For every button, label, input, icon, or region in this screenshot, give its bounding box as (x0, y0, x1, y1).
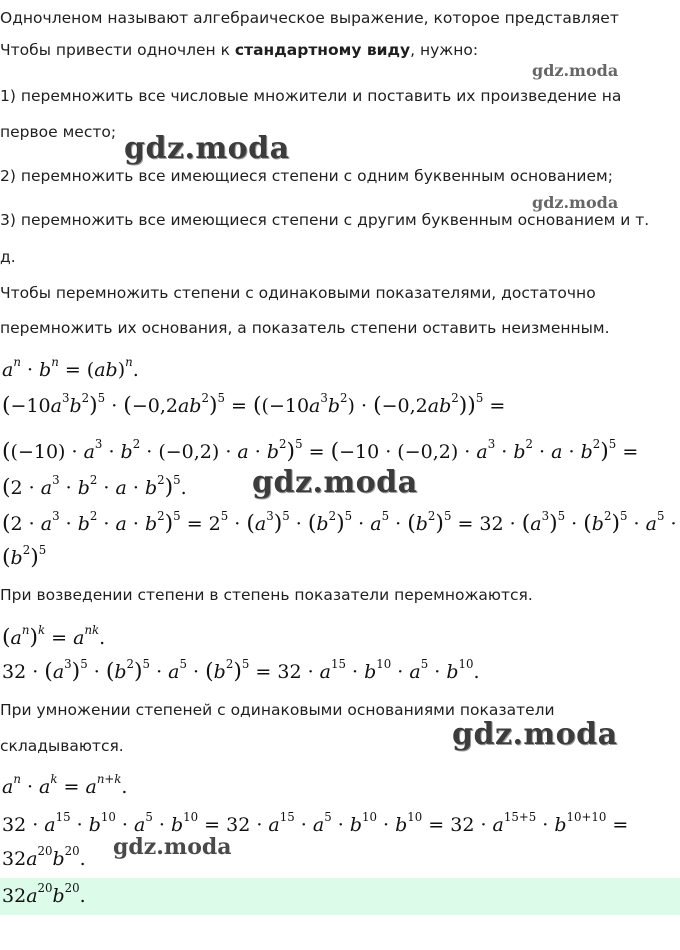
rule-1-line-1: Чтобы перемножить степени с одинаковыми показателями, достаточно (0, 284, 596, 302)
watermark-logo: gdz.moda (532, 193, 619, 212)
step-2: 2) перемножить все имеющиеся степени с одним буквенным основанием; (0, 167, 613, 185)
rule-3-line-1: При умножении степеней с одинаковыми основаниями показатели (0, 701, 555, 719)
formula-line-3: $((-10) \cdot a^3 \cdot b^2 \cdot (-0,2) \cdot a \cdot b^2)^5 = (-10 \cdot (-0,2) \cdot a^3 \cdot b^2 \cdot a \cdot b^2)^5$ = (2, 437, 639, 464)
formula-product-same-base: $a^n \cdot a^k = a^{n+k}$. (2, 772, 128, 798)
formula-power-of-power: $(a^n)^k = a^{nk}$. (2, 623, 106, 650)
final-answer: $32a^{20}b^{20}$. (2, 881, 86, 907)
rule-3-line-2: складываются. (0, 737, 124, 755)
answer-highlight (0, 878, 680, 915)
rule-1-line-2: перемножить их основания, а показатель степени оставить неизменным. (0, 319, 610, 337)
formula-line-4: $(2 \cdot a^3 \cdot b^2 \cdot a \cdot b^2)^5$. (2, 473, 187, 500)
formula-line-5: $(2 \cdot a^3 \cdot b^2 \cdot a \cdot b^2)^5 = 2^5 \cdot (a^3)^5 \cdot (b^2)^5 \cdot a^5 \cdot (b^2)^5 = 32 \cdot (a^3)^5 \cdot (b^2)^5 \cdot a^5$ · (2, 509, 677, 536)
step-3-cont: д. (0, 248, 16, 266)
watermark-logo: gdz.moda (113, 834, 232, 860)
formula-line-6: $(b^2)^5$ (2, 543, 47, 570)
watermark-logo: gdz.moda (124, 131, 290, 166)
intro-bold-term: стандартному виду (234, 41, 411, 59)
intro-line-1: Одночленом называют алгебраическое выражение, которое представляет (0, 9, 619, 27)
step-3: 3) перемножить все имеющиеся степени с другим буквенным основанием и т. (0, 211, 650, 229)
intro-line-2-start: Чтобы привести одночлен к (0, 41, 235, 59)
step-1-cont: первое место; (0, 123, 117, 141)
formula-line-11: $32a^{20}b^{20}$. (2, 844, 86, 870)
formula-line-10: $32 \cdot a^{15} \cdot b^{10} \cdot a^5 \cdot b^{10} = 32 \cdot a^{15} \cdot a^5 \cdot b^{10} \cdot b^{10} = 32 \cdot a^{15+5} \cdot b^{10+10}$ = (2, 810, 629, 836)
watermark-logo: gdz.moda (532, 61, 619, 80)
rule-2: При возведении степени в степень показатели перемножаются. (0, 586, 533, 604)
watermark-logo: gdz.moda (252, 465, 418, 500)
intro-line-2-end: , нужно: (410, 41, 479, 59)
formula-power-product: $a^n \cdot b^n = (ab)^n$. (2, 355, 139, 381)
formula-line-2: $(-10a^3b^2)^5 \cdot (-0,2ab^2)^5 = ((-10a^3b^2) \cdot (-0,2ab^2))^5$ = (2, 391, 506, 418)
intro-line-2 (0, 40, 478, 60)
watermark-logo: gdz.moda (452, 717, 618, 752)
step-1: 1) перемножить все числовые множители и поставить их произведение на (0, 87, 622, 105)
formula-line-8: $32 \cdot (a^3)^5 \cdot (b^2)^5 \cdot a^5 \cdot (b^2)^5 = 32 \cdot a^{15} \cdot b^{10} \cdot a^5 \cdot b^{10}$. (2, 657, 480, 684)
